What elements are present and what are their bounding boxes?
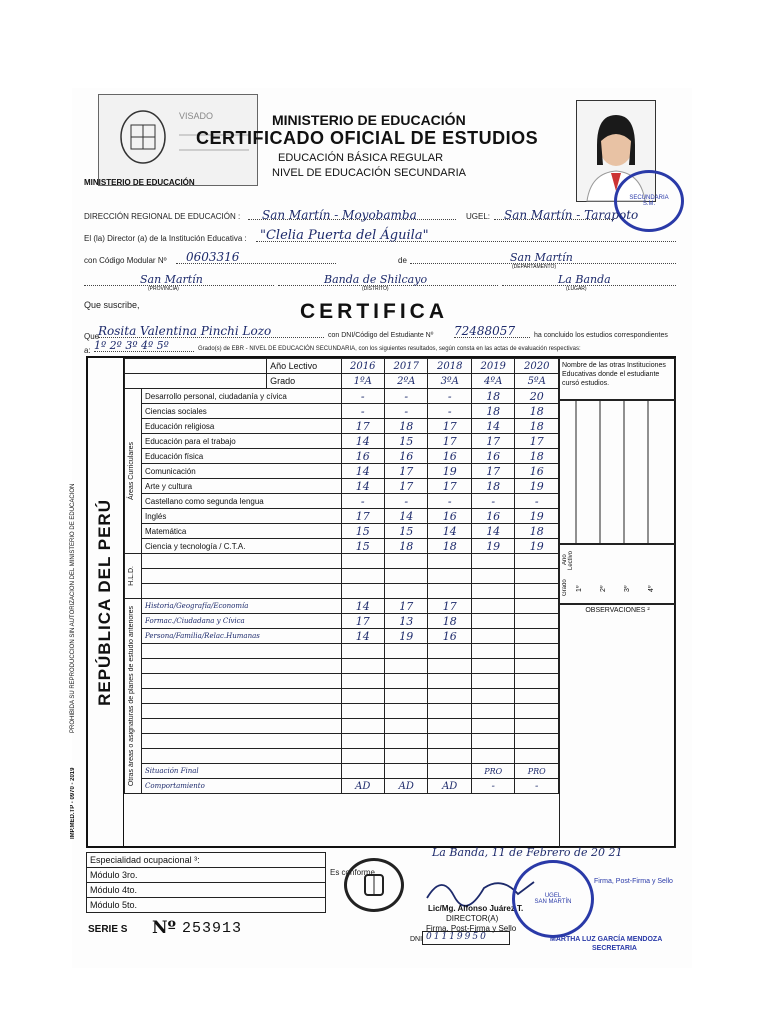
grade-value: 17: [428, 419, 471, 434]
grade-value: 17: [471, 464, 514, 479]
grades-table: [124, 358, 559, 794]
empty-name: [142, 719, 342, 734]
empty-value: [515, 749, 559, 764]
grade-value: -: [341, 494, 384, 509]
grade-value: 16: [341, 449, 384, 464]
grade-value: 19: [428, 464, 471, 479]
dni-value: 72488057: [454, 324, 516, 338]
comportamiento-value: -: [515, 779, 559, 794]
empty-value: [471, 749, 514, 764]
distrito-caption: (DISTRITO): [362, 286, 389, 292]
year-cell: 2017: [384, 359, 427, 374]
empty-value: [428, 674, 471, 689]
dni-director-value: 01119950: [422, 931, 510, 945]
empty-value: [471, 659, 514, 674]
comportamiento-value: AD: [428, 779, 471, 794]
hld-row: [125, 584, 559, 599]
grade-value: 16: [515, 464, 559, 479]
dre-value: San Martín - Moyobamba: [262, 208, 417, 222]
comportamiento-value: AD: [384, 779, 427, 794]
subject-name: Ciencias sociales: [142, 404, 342, 419]
serial-number: 253913: [182, 920, 243, 937]
empty-value: [428, 689, 471, 704]
old-grade-value: 14: [341, 599, 384, 614]
subject-row: [125, 539, 559, 554]
old-subject-row: [125, 599, 559, 614]
observaciones-label: OBSERVACIONES ²: [585, 607, 650, 614]
institution-stamp: SECUNDARIA S.M.: [614, 170, 684, 232]
place-date: La Banda, 11 de Febrero de 20 21: [432, 846, 623, 859]
empty-name: [142, 749, 342, 764]
empty-row: [125, 644, 559, 659]
empty-row: [125, 689, 559, 704]
empty-value: [384, 704, 427, 719]
hld-value: [428, 584, 471, 599]
especialidad-label: Especialidad ocupacional ³:: [87, 853, 326, 868]
grade-value: -: [384, 494, 427, 509]
subject-name: Educación física: [142, 449, 342, 464]
grade-value: 14: [341, 464, 384, 479]
module-5: Módulo 5to.: [87, 898, 326, 913]
hld-value: [341, 569, 384, 584]
hld-value: [384, 554, 427, 569]
grade-value: 17: [471, 434, 514, 449]
departamento-line: [410, 248, 676, 264]
grade-cell: 2ºA: [384, 374, 427, 389]
old-subject-name: Persona/Familia/Relac.Humanas: [142, 629, 342, 644]
seal-caption: MINISTERIO DE EDUCACIÓN: [84, 178, 195, 187]
empty-row: [125, 704, 559, 719]
dre-label: DIRECCIÓN REGIONAL DE EDUCACIÓN :: [84, 212, 241, 221]
empty-value: [384, 749, 427, 764]
empty-value: [515, 644, 559, 659]
distrito-line: [278, 270, 498, 286]
grade-value: 14: [384, 509, 427, 524]
hld-value: [428, 569, 471, 584]
grade-value: -: [428, 404, 471, 419]
institution-grades: [576, 575, 676, 603]
empty-value: [384, 689, 427, 704]
subject-row: [125, 404, 559, 419]
republic-column: [86, 356, 124, 848]
year-cell: 2018: [428, 359, 471, 374]
subject-row: [125, 449, 559, 464]
grade-value: 17: [341, 509, 384, 524]
situacion-row: [125, 764, 559, 779]
grade-label: Grado: [267, 374, 341, 389]
suscribe-text: Que suscribe,: [84, 300, 140, 310]
year-label: Año Lectivo: [267, 359, 341, 374]
hld-value: [341, 554, 384, 569]
empty-value: [515, 704, 559, 719]
empty-value: [341, 689, 384, 704]
old-subject-row: [125, 629, 559, 644]
other-institutions-header: Nombre de las otras Instituciones Educativas donde el estudiante cursó estudios.: [559, 358, 676, 400]
grade-value: -: [341, 404, 384, 419]
institution-value: "Clelia Puerta del Águila": [260, 228, 429, 243]
grade-header-row: [125, 374, 559, 389]
subject-name: Arte y cultura: [142, 479, 342, 494]
hld-value: [384, 584, 427, 599]
empty-value: [515, 734, 559, 749]
certifica-heading: CERTIFICA: [300, 300, 448, 323]
empty-name: [142, 674, 342, 689]
comportamiento-value: AD: [341, 779, 384, 794]
grade-value: 16: [428, 449, 471, 464]
subject-name: Educación religiosa: [142, 419, 342, 434]
grade-value: 15: [384, 434, 427, 449]
grade-value: 18: [471, 389, 514, 404]
institution-grade-label: 2º: [600, 585, 607, 593]
departamento-caption: (DEPARTAMENTO): [512, 264, 557, 270]
codigo-label: con Código Modular Nº: [84, 256, 167, 265]
institution-grade-label: 3º: [624, 585, 631, 593]
empty-row: [125, 749, 559, 764]
grade-value: 16: [428, 509, 471, 524]
hld-value: [515, 569, 559, 584]
empty-value: [515, 689, 559, 704]
empty-row: [125, 674, 559, 689]
empty-row: [125, 659, 559, 674]
empty-value: [428, 734, 471, 749]
provincia-line: [84, 270, 274, 286]
grade-value: 14: [341, 434, 384, 449]
republic-label: REPÚBLICA DEL PERÚ: [94, 498, 114, 706]
situacion-value: PRO: [471, 764, 514, 779]
situacion-value: [384, 764, 427, 779]
director-label: El (la) Director (a) de la Institución Educativa :: [84, 234, 247, 243]
grade-cell: 4ºA: [471, 374, 514, 389]
empty-value: [428, 704, 471, 719]
empty-value: [341, 674, 384, 689]
old-grade-value: 17: [341, 614, 384, 629]
grade-value: 14: [471, 524, 514, 539]
empty-value: [341, 644, 384, 659]
certificate-title: CERTIFICADO OFICIAL DE ESTUDIOS: [196, 128, 539, 148]
level-line: NIVEL DE EDUCACIÓN SECUNDARIA: [272, 167, 466, 179]
empty-value: [471, 644, 514, 659]
empty-value: [515, 719, 559, 734]
distrito-value: Banda de Shilcayo: [324, 273, 428, 286]
old-grade-value: 13: [384, 614, 427, 629]
grade-value: 18: [515, 419, 559, 434]
grade-value: 19: [471, 539, 514, 554]
grade-value: 19: [515, 509, 559, 524]
grade-value: 18: [384, 539, 427, 554]
grade-value: 17: [428, 479, 471, 494]
year-header-spacer: [125, 359, 267, 374]
situacion-value: PRO: [515, 764, 559, 779]
empty-value: [384, 644, 427, 659]
areas-curriculares-label: Áreas Curriculares: [128, 442, 135, 500]
hld-value: [515, 554, 559, 569]
a-label: a:: [84, 346, 91, 355]
grade-value: -: [384, 404, 427, 419]
codigo-line: [176, 248, 336, 264]
empty-value: [428, 659, 471, 674]
empty-value: [384, 659, 427, 674]
provincia-value: San Martín: [140, 273, 203, 286]
grade-value: 16: [471, 449, 514, 464]
grades-line: [94, 336, 194, 352]
year-header-row: [125, 359, 559, 374]
subject-name: Desarrollo personal, ciudadanía y cívica: [142, 389, 342, 404]
grade-value: -: [515, 494, 559, 509]
empty-value: [384, 719, 427, 734]
grade-value: 17: [515, 434, 559, 449]
ano-label: Año Lectivo: [562, 550, 574, 570]
serie-label: SERIE S: [88, 924, 128, 935]
grade-value: 19: [515, 539, 559, 554]
institution-line: [256, 226, 676, 242]
old-grade-value: 18: [428, 614, 471, 629]
provincia-caption: (PROVINCIA): [148, 286, 179, 292]
old-grade-value: [515, 629, 559, 644]
comportamiento-label: Comportamiento: [142, 779, 342, 794]
hld-cell: [125, 554, 142, 599]
otras-areas-cell: [125, 599, 142, 794]
grade-value: 18: [471, 479, 514, 494]
empty-value: [384, 674, 427, 689]
empty-row: [125, 719, 559, 734]
subject-name: Ciencia y tecnología / C.T.A.: [142, 539, 342, 554]
grade-value: 17: [384, 464, 427, 479]
dni-label: con DNI/Código del Estudiante Nº: [328, 332, 434, 339]
subject-row: [125, 524, 559, 539]
hld-row: [125, 569, 559, 584]
lugar-line: [502, 270, 676, 286]
grade-cell: 3ºA: [428, 374, 471, 389]
comportamiento-row: [125, 779, 559, 794]
empty-value: [384, 734, 427, 749]
grade-value: 18: [515, 404, 559, 419]
grade-value: 18: [471, 404, 514, 419]
svg-text:VISADO: VISADO: [179, 111, 214, 121]
de-label: de: [398, 256, 407, 265]
grade-value: -: [471, 494, 514, 509]
secretary-name: MARTHA LUZ GARCÍA MENDOZA: [550, 936, 663, 943]
concluded-text: ha concluido los estudios correspondientes: [534, 332, 668, 339]
subject-name: Comunicación: [142, 464, 342, 479]
situacion-value: [428, 764, 471, 779]
hld-name: [142, 584, 342, 599]
secretary-firma: Firma, Post-Firma y Sello: [594, 878, 673, 885]
subject-row: [125, 479, 559, 494]
comportamiento-value: -: [471, 779, 514, 794]
hld-row: [125, 554, 559, 569]
director-name: Lic/Mg. Alfonso Juárez T.: [428, 904, 524, 913]
es-conforme: Es conforme: [330, 868, 375, 877]
hld-value: [471, 569, 514, 584]
empty-value: [341, 734, 384, 749]
ugel-value: San Martín - Tarapoto: [504, 208, 639, 222]
imprint-text: IMP.MED.TP - 0970 - 2019: [70, 767, 76, 839]
grade-value: 16: [384, 449, 427, 464]
empty-row: [125, 734, 559, 749]
grade-value: 18: [515, 524, 559, 539]
grades-text: Grado(s) de EBR - NIVEL DE EDUCACIÓN SECUNDARIA, con los siguientes resultados, según consta en las actas de evaluación respectivas:: [198, 346, 581, 352]
subject-row: [125, 419, 559, 434]
module-4: Módulo 4to.: [87, 883, 326, 898]
old-subject-name: Formac./Ciudadana y Cívica: [142, 614, 342, 629]
empty-name: [142, 734, 342, 749]
situacion-label: Situación Final: [142, 764, 342, 779]
module-3: Módulo 3ro.: [87, 868, 326, 883]
grade-value: -: [384, 389, 427, 404]
old-grade-value: [471, 614, 514, 629]
old-grade-value: 17: [428, 599, 471, 614]
subject-row: [125, 434, 559, 449]
otras-areas-label: Otras áreas o asignaturas de planes de estudio anteriores: [128, 605, 135, 787]
empty-value: [428, 644, 471, 659]
dre-line: [248, 206, 456, 220]
old-subject-name: Historia/Geografía/Economía: [142, 599, 342, 614]
grade-value: -: [428, 494, 471, 509]
director-title: DIRECTOR(A): [446, 914, 499, 923]
empty-value: [428, 719, 471, 734]
grade-value: 16: [471, 509, 514, 524]
grade-value: 15: [384, 524, 427, 539]
secretary-round-stamp: UGEL SAN MARTÍN: [512, 860, 594, 938]
subject-name: Matemática: [142, 524, 342, 539]
hld-value: [341, 584, 384, 599]
grade-value: 18: [428, 539, 471, 554]
old-grade-value: [515, 599, 559, 614]
numero-label: Nº: [152, 918, 177, 938]
old-grade-value: [471, 599, 514, 614]
student-name: Rosita Valentina Pinchi Lozo: [98, 324, 272, 338]
hld-value: [515, 584, 559, 599]
ministry-title: MINISTERIO DE EDUCACIÓN: [272, 112, 466, 128]
empty-value: [471, 719, 514, 734]
grado-label: Grado: [562, 579, 568, 597]
ugel-label: UGEL:: [466, 212, 491, 221]
grade-value: 17: [384, 479, 427, 494]
empty-name: [142, 659, 342, 674]
director-firma: Firma, Post-Firma y Sello: [426, 924, 517, 933]
empty-value: [471, 704, 514, 719]
grade-value: 14: [428, 524, 471, 539]
empty-value: [471, 674, 514, 689]
modules-table: [86, 852, 326, 913]
grade-value: 15: [341, 539, 384, 554]
institution-grade-label: 1º: [576, 585, 583, 593]
grade-header-spacer: [125, 374, 267, 389]
old-grade-value: 17: [384, 599, 427, 614]
dni-line: [454, 322, 530, 338]
empty-value: [515, 674, 559, 689]
hld-name: [142, 554, 342, 569]
areas-curriculares-cell: [125, 389, 142, 554]
subject-row: [125, 389, 559, 404]
grade-value: 20: [515, 389, 559, 404]
grade-cell: 1ºA: [341, 374, 384, 389]
hld-name: [142, 569, 342, 584]
situacion-value: [341, 764, 384, 779]
certificate-document: [72, 88, 692, 968]
empty-name: [142, 704, 342, 719]
ebr-line: EDUCACIÓN BÁSICA REGULAR: [278, 152, 444, 164]
subject-row: [125, 464, 559, 479]
year-cell: 2016: [341, 359, 384, 374]
shield-icon: [361, 872, 387, 898]
codigo-value: 0603316: [186, 250, 240, 264]
empty-value: [341, 704, 384, 719]
hld-value: [384, 569, 427, 584]
old-subject-row: [125, 614, 559, 629]
year-cell: 2019: [471, 359, 514, 374]
subject-row: [125, 494, 559, 509]
subject-name: Castellano como segunda lengua: [142, 494, 342, 509]
grade-value: 14: [341, 479, 384, 494]
empty-value: [471, 689, 514, 704]
grade-value: -: [428, 389, 471, 404]
hld-value: [428, 554, 471, 569]
old-grade-value: 16: [428, 629, 471, 644]
subject-name: Inglés: [142, 509, 342, 524]
hld-value: [471, 554, 514, 569]
subject-name: Educación para el trabajo: [142, 434, 342, 449]
empty-name: [142, 644, 342, 659]
grade-value: 17: [428, 434, 471, 449]
observaciones-box: [559, 604, 676, 848]
institution-grade-label: 4º: [648, 585, 655, 593]
empty-value: [341, 719, 384, 734]
old-grade-value: 19: [384, 629, 427, 644]
grade-value: 15: [341, 524, 384, 539]
hld-label: H.L.D.: [128, 566, 135, 586]
secretary-title: SECRETARIA: [592, 945, 637, 952]
lugar-caption: (LUGAR): [566, 286, 587, 292]
grade-value: 17: [341, 419, 384, 434]
other-institutions-rows: [559, 400, 676, 544]
empty-value: [341, 659, 384, 674]
hld-value: [471, 584, 514, 599]
ugel-line: [494, 206, 639, 222]
grades-value: 1º 2º 3º 4º 5º: [94, 339, 169, 352]
grade-cell: 5ºA: [515, 374, 559, 389]
empty-value: [471, 734, 514, 749]
grade-value: 14: [471, 419, 514, 434]
empty-value: [428, 749, 471, 764]
old-grade-value: [515, 614, 559, 629]
old-grade-value: [471, 629, 514, 644]
empty-value: [341, 749, 384, 764]
grade-value: 19: [515, 479, 559, 494]
institutions-grade-row: [559, 544, 676, 604]
dni-director-label: DNI: [410, 936, 423, 943]
empty-name: [142, 689, 342, 704]
grade-value: 18: [515, 449, 559, 464]
departamento-value: San Martín: [510, 251, 573, 264]
grade-value: 18: [384, 419, 427, 434]
empty-value: [515, 659, 559, 674]
subject-row: [125, 509, 559, 524]
lugar-value: La Banda: [558, 273, 611, 286]
prohibition-text: PROHIBIDA SU REPRODUCCIÓN SIN AUTORIZACIÓN DEL MINISTERIO DE EDUCACIÓN: [70, 483, 76, 733]
que-label: Que: [84, 332, 100, 341]
year-cell: 2020: [515, 359, 559, 374]
director-seal: [344, 858, 404, 912]
grade-value: -: [341, 389, 384, 404]
old-grade-value: 14: [341, 629, 384, 644]
